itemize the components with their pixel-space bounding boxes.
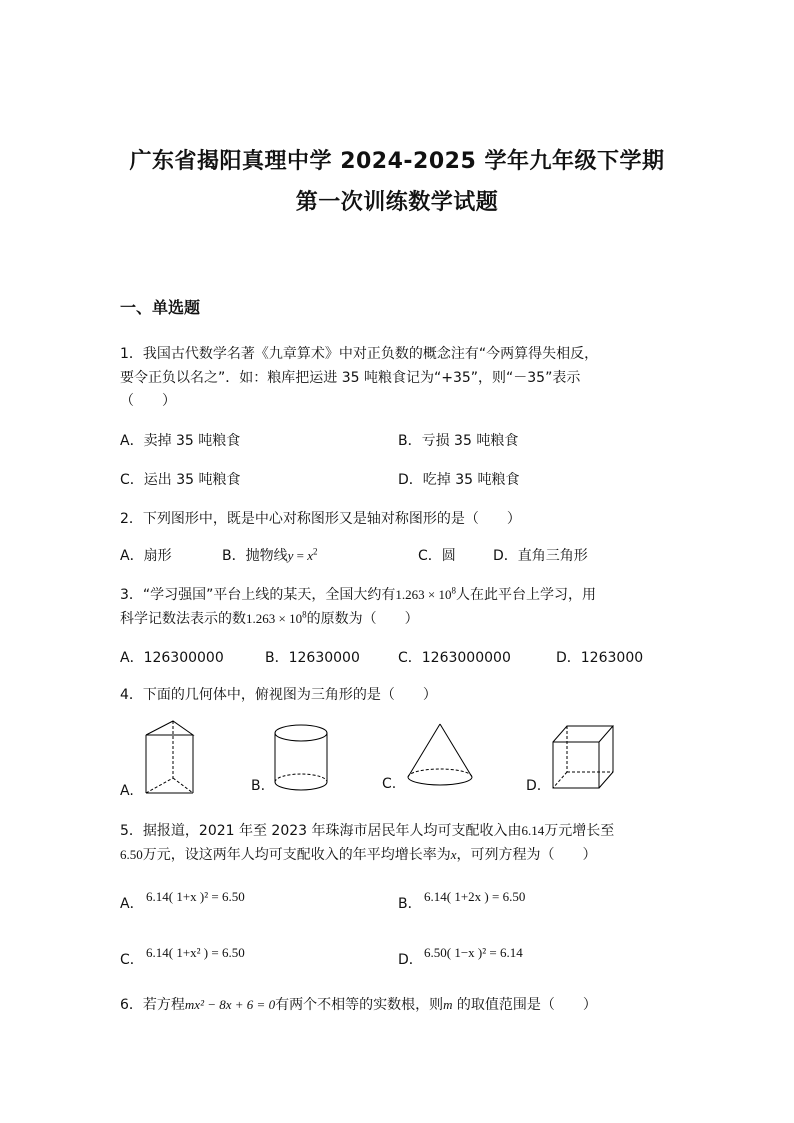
q3-line1: 3．“学习强国”平台上线的某天，全国大约有$1.263 \times 10^8$人在此平台上学习，用 <box>120 585 597 603</box>
q4-option-c-label: C. <box>382 776 397 792</box>
q2-option-a: A．扇形 <box>120 548 172 564</box>
q2-option-d: D．直角三角形 <box>493 548 588 564</box>
q1-option-a: A．卖掉 35 吨粮食 <box>120 433 241 449</box>
q3-number-2: $1.263 \times 10^8$ <box>246 609 307 626</box>
q5-option-b-math: 6.14( 1+2x ) = 6.50 <box>424 889 526 904</box>
q2-option-b <box>222 545 318 565</box>
cone-figure <box>404 722 476 790</box>
q4-stem: 4．下面的几何体中，俯视图为三角形的是（ ） <box>120 687 437 703</box>
q1-line2: 要令正负以名之”．如：粮库把运进 35 吨粮食记为“+35”，则“－35”表示 <box>120 370 581 386</box>
q3-option-d: D．1263000 <box>556 650 644 666</box>
q4-option-d-label: D. <box>526 778 542 794</box>
q5-option-a-label: A． <box>120 896 144 912</box>
q5-option-d-label: D． <box>398 952 423 968</box>
q2-option-b-math: $y = x^2$ <box>287 546 318 563</box>
q2-stem: 2．下列图形中，既是中心对称图形又是轴对称图形的是（ ） <box>120 511 521 527</box>
q1-option-b: B．亏损 35 吨粮食 <box>398 433 519 449</box>
q4-option-b-label: B. <box>251 778 266 794</box>
q3-option-c: C．1263000000 <box>398 650 511 666</box>
q5-line1: 5．据报道，2021 年至 2023 年珠海市居民年人均可支配收入由6.14万元增长至 <box>120 823 615 839</box>
q1-line1: 1．我国古代数学名著《九章算术》中对正负数的概念注有“今两算得失相反， <box>120 346 599 362</box>
q3-option-a: A．126300000 <box>120 650 224 666</box>
q5-option-b-label: B． <box>398 896 422 912</box>
q3-option-b: B．12630000 <box>265 650 360 666</box>
q5-line2: 6.50万元，设这两年人均可支配收入的年平均增长率为x，可列方程为（ ） <box>120 847 597 863</box>
q5-option-d-math: 6.50( 1−x )² = 6.14 <box>424 945 523 960</box>
q5-option-c-math: 6.14( 1+x² ) = 6.50 <box>146 945 245 960</box>
q1-blank: （ ） <box>120 393 176 409</box>
cube-figure <box>548 722 618 792</box>
q3-number: $1.263 \times 10^8$ <box>395 585 457 602</box>
page-title-line2: 第一次训练数学试题 <box>295 190 499 215</box>
q5-option-c-label: C． <box>120 952 144 968</box>
q2-option-b-label: B．抛物线 <box>222 548 288 564</box>
page-title-line1: 广东省揭阳真理中学 2024-2025 学年九年级下学期 <box>129 149 665 174</box>
q3-line2: 科学记数法表示的数$1.263 \times 10^8$的原数为（ ） <box>120 609 419 627</box>
q2-option-c: C．圆 <box>418 548 456 564</box>
q5-option-a-math: 6.14( 1+x )² = 6.50 <box>146 889 245 904</box>
q4-option-a-label: A. <box>120 783 134 799</box>
triangular-prism-figure <box>140 718 200 798</box>
q1-option-d: D．吃掉 35 吨粮食 <box>398 472 520 488</box>
cylinder-figure <box>270 720 334 792</box>
q6-stem: 6．若方程mx² − 8x + 6 = 0有两个不相等的实数根，则m 的取值范围是（ ） <box>120 997 597 1013</box>
q1-option-c: C．运出 35 吨粮食 <box>120 472 241 488</box>
section-heading: 一、单选题 <box>120 298 201 317</box>
